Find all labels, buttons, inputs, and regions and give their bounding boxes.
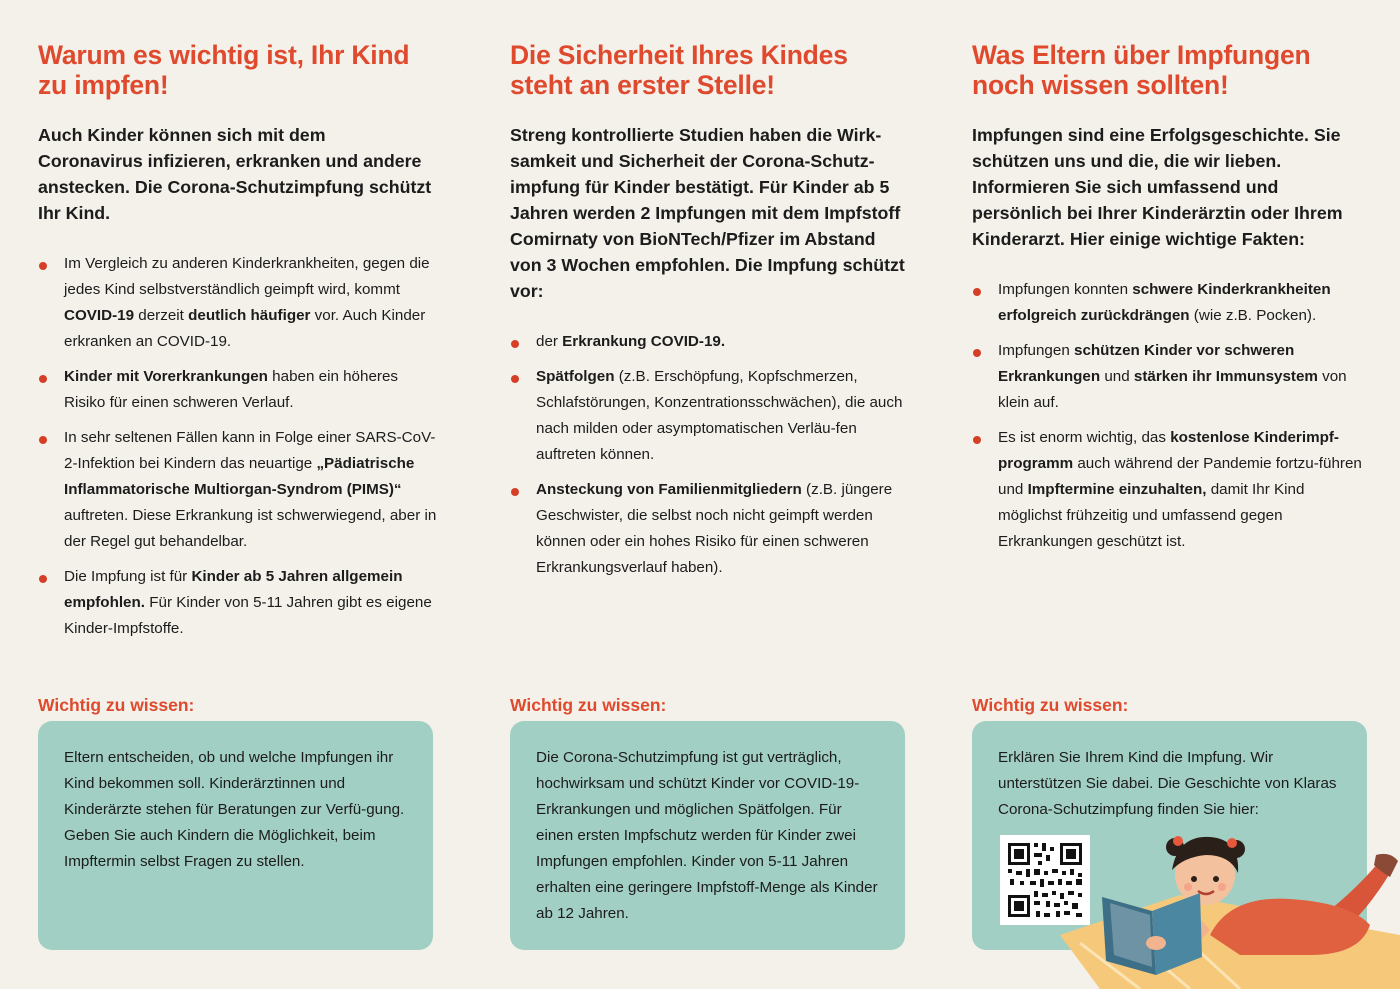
bullet-list-safety	[510, 329, 906, 581]
know-section-1	[38, 695, 194, 715]
list-item: Impfungen konnten schwere Kinderkrankheiten erfolgreich zurückdrängen (wie z.B. Pocken).	[972, 277, 1368, 329]
info-box-text: Eltern entscheiden, ob und welche Impfungen ihr Kind bekommen soll. Kinderärztinnen und Kinderärzte stehen für Beratungen zur Verfü-gung. Geben Sie auch Kindern die Möglichkeit, beim Impftermin selbst Fragen zu stellen.	[64, 749, 405, 870]
list-item: Kinder mit Vorerkrankungen haben ein höheres Risiko für einen schweren Verlauf.	[38, 364, 438, 416]
column-why-vaccinate	[38, 40, 438, 651]
list-item: Ansteckung von Familienmitgliedern (z.B. jüngere Geschwister, die selbst noch nicht geimpft werden können oder ein hohes Risiko für einen schweren Erkrankungsverlauf haben).	[510, 477, 906, 581]
column-child-safety	[510, 40, 910, 590]
intro-why-vaccinate: Auch Kinder können sich mit dem Coronavirus infizieren, erkranken und andere anstecken. Die Corona-Schutzimpfung schützt Ihr Kind.	[38, 125, 432, 223]
info-box-text: Erklären Sie Ihrem Kind die Impfung. Wir unterstützen Sie dabei. Die Geschichte von Klaras Corona-Schutzimpfung finden Sie hier:	[998, 749, 1337, 818]
list-item: Spätfolgen (z.B. Erschöpfung, Kopfschmerzen, Schlafstörungen, Konzentrationsschwächen), die auch nach milden oder asymptomatischen Verläu-fen auftreten können.	[510, 364, 906, 468]
heading-parents-facts: Was Eltern über Impfungen noch wissen sollten!	[972, 40, 1311, 100]
bullet-list-facts	[972, 277, 1368, 555]
list-item: In sehr seltenen Fällen kann in Folge einer SARS-CoV-2-Infektion bei Kindern das neuartige „Pädiatrische Inflammatorische Multiorgan-Syndrom (PIMS)“ auftreten. Diese Erkrankung ist schwerwiegend, aber in der Regel gut behandelbar.	[38, 425, 438, 555]
know-title: Wichtig zu wissen:	[38, 695, 195, 715]
intro-parents-facts: Impfungen sind eine Erfolgsgeschichte. Sie schützen uns und die, die wir lieben. Informieren Sie sich umfassend und persönlich bei Ihrer Kinderärztin oder Ihrem Kinderarzt. Hier einige wichtige Fakten:	[972, 125, 1343, 249]
know-title: Wichtig zu wissen:	[510, 695, 667, 715]
info-box-text: Die Corona-Schutzimpfung ist gut verträglich, hochwirksam und schützt Kinder vor COVID-19-Erkrankungen und möglichen Spätfolgen. Für einen ersten Impfschutz werden für Kinder zwei Impfungen empfohlen. Kinder von 5-11 Jahren erhalten eine geringere Impfstoff-Menge als Kinder ab 12 Jahren.	[536, 749, 878, 922]
list-item: Impfungen schützen Kinder vor schweren Erkrankungen und stärken ihr Immunsystem von klein auf.	[972, 338, 1368, 416]
know-section-2	[510, 695, 666, 715]
column-parents-facts	[972, 40, 1372, 564]
heading-child-safety: Die Sicherheit Ihres Kindes steht an erster Stelle!	[510, 40, 848, 100]
list-item: Im Vergleich zu anderen Kinderkrankheiten, gegen die jedes Kind selbstverständlich geimpft wird, kommt COVID-19 derzeit deutlich häufiger vor. Auch Kinder erkranken an COVID-19.	[38, 251, 438, 355]
list-item: Es ist enorm wichtig, das kostenlose Kinderimpf-programm auch während der Pandemie fortzu-führen und Impftermine einzuhalten, damit Ihr Kind möglichst frühzeitig und umfassend gegen Erkrankungen geschützt ist.	[972, 425, 1368, 555]
intro-child-safety: Streng kontrollierte Studien haben die Wirk-samkeit und Sicherheit der Corona-Schutz-impfung für Kinder bestätigt. Für Kinder ab 5 Jahren werden 2 Impfungen mit dem Impfstoff Comirnaty von BioNTech/Pfizer im Abstand von 3 Wochen empfohlen. Die Impfung schützt vor:	[510, 125, 905, 301]
heading-why-vaccinate: Warum es wichtig ist, Ihr Kind zu impfen!	[38, 40, 410, 100]
know-title: Wichtig zu wissen:	[972, 695, 1129, 715]
know-section-3	[972, 695, 1128, 715]
list-item: der Erkrankung COVID-19.	[510, 329, 906, 355]
girl-reading-book-illustration	[1060, 815, 1400, 989]
list-item: Die Impfung ist für Kinder ab 5 Jahren allgemein empfohlen. Für Kinder von 5-11 Jahren gibt es eigene Kinder-Impfstoffe.	[38, 564, 438, 642]
bullet-list-why	[38, 251, 438, 642]
info-box-parents-decide	[38, 721, 433, 950]
info-box-vaccine-tolerance	[510, 721, 905, 950]
